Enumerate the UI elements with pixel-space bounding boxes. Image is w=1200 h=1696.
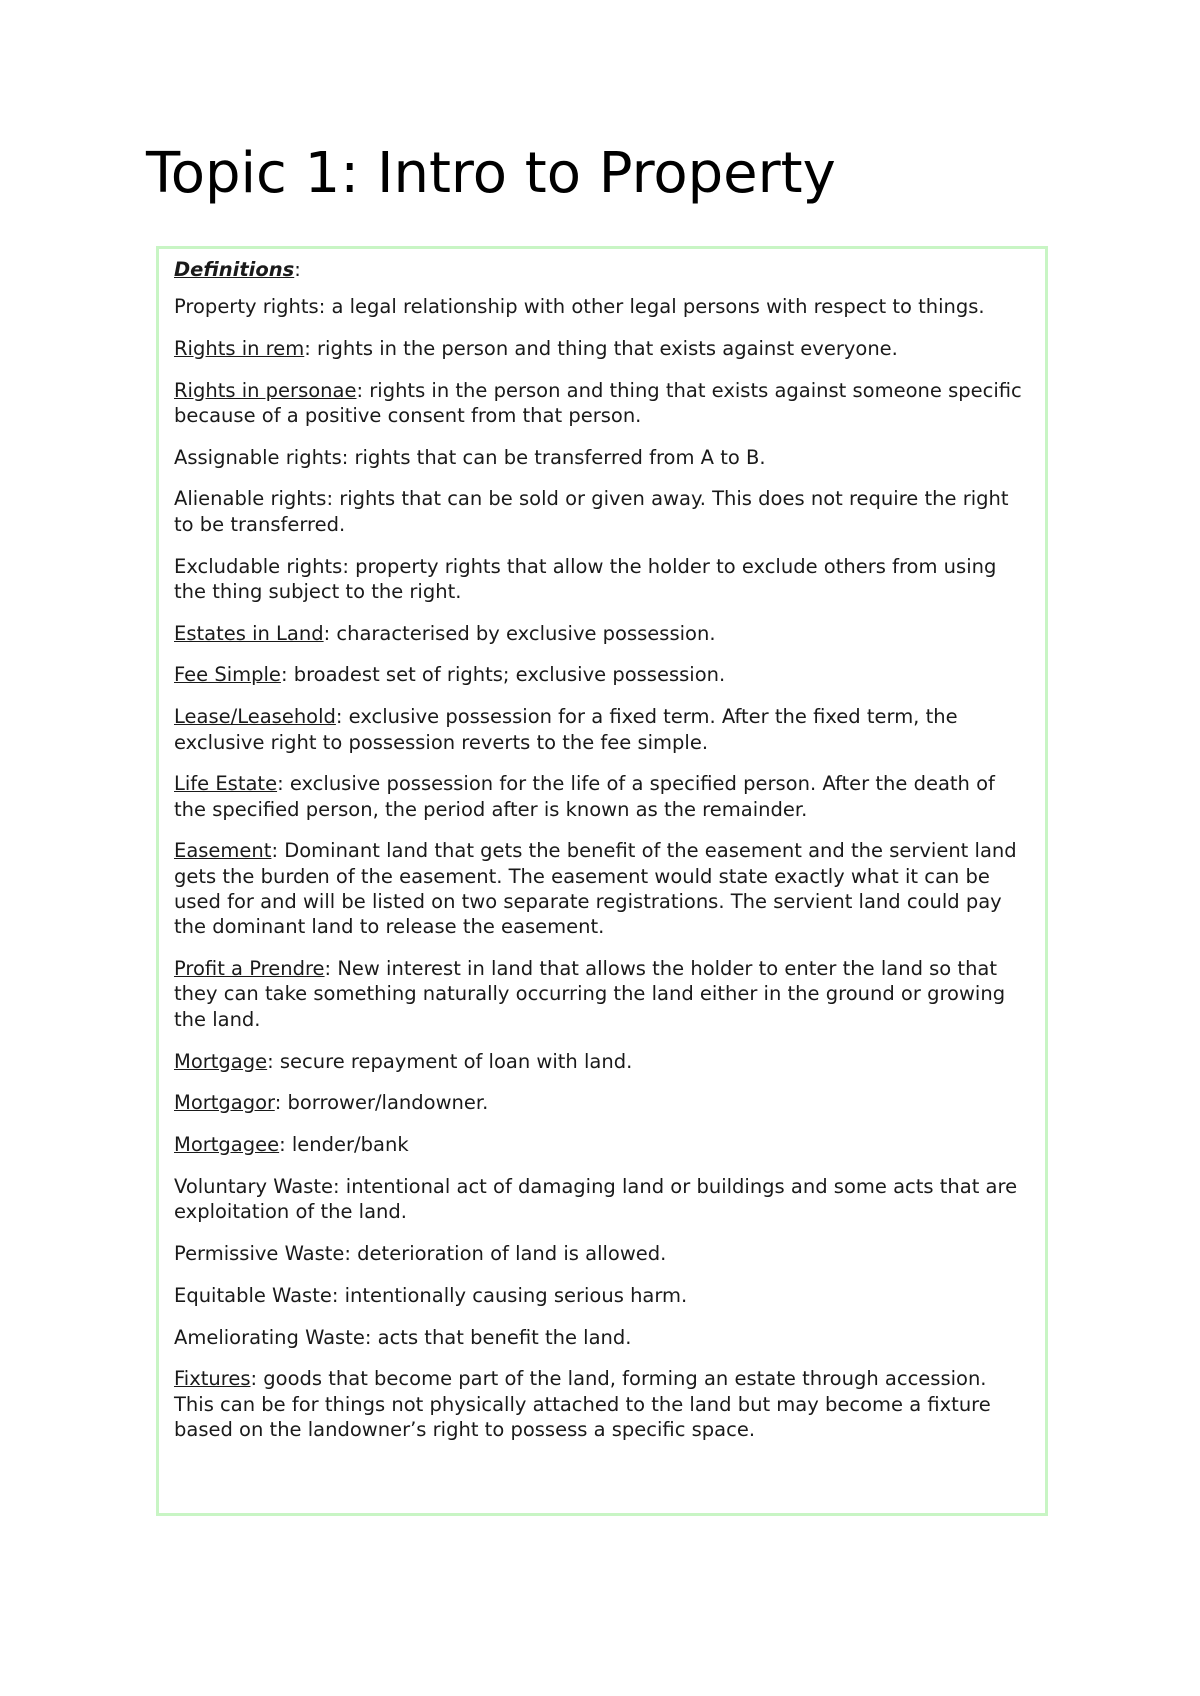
definition-entry [174, 1090, 1031, 1115]
definition-term: Permissive Waste [174, 1242, 345, 1266]
definitions-heading-label: Definitions [174, 258, 295, 281]
definition-text: : intentional act of damaging land or buildings and some acts that are exploitation of the land. [174, 1174, 1018, 1224]
definitions-heading-colon: : [294, 258, 301, 281]
definition-text: : secure repayment of loan with land. [267, 1049, 633, 1073]
definition-entry [174, 378, 1031, 429]
definition-text: : rights that can be sold or given away. This does not require the right to be transferred. [174, 487, 1009, 536]
definitions-list [174, 294, 1031, 1442]
definition-term: Life Estate [174, 772, 278, 796]
definition-text: : acts that benefit the land. [364, 1325, 632, 1349]
definition-term: Rights in rem [174, 336, 305, 360]
definition-text: : rights in the person and thing that exists against someone specific because of a positive consent from that person. [174, 378, 1022, 427]
definition-term: Voluntary Waste [174, 1174, 334, 1198]
definition-entry [174, 956, 1031, 1032]
definition-text: : New interest in land that allows the holder to enter the land so that they can take something naturally occurring the land either in the ground or growing the land. [174, 957, 1006, 1031]
definition-entry [174, 771, 1031, 822]
definition-text: : a legal relationship with other legal persons with respect to things. [318, 295, 985, 318]
definition-term: Ameliorating Waste [174, 1325, 365, 1349]
definition-entry [174, 1132, 1031, 1157]
definition-text: : exclusive possession for a fixed term. After the fixed term, the exclusive right to possession reverts to the fee simple. [174, 705, 958, 754]
definition-text: : intentionally causing serious harm. [331, 1283, 688, 1307]
definition-term: Assignable rights [174, 445, 342, 469]
definition-term: Lease/Leasehold [174, 705, 336, 729]
definition-term: Fixtures [174, 1367, 251, 1391]
definition-term: Easement [174, 839, 272, 863]
definition-text: : rights in the person and thing that exists against everyone. [304, 336, 898, 360]
definition-entry [174, 1049, 1031, 1074]
definition-term: Profit a Prendre [174, 957, 325, 981]
definition-text: : broadest set of rights; exclusive possession. [280, 663, 726, 687]
definition-text: : lender/bank [279, 1133, 409, 1157]
definition-entry [174, 1366, 1031, 1442]
page-title: Topic 1: Intro to Property [146, 141, 836, 206]
definition-entry [174, 486, 1031, 537]
definition-term: Estates in Land [174, 621, 324, 645]
definition-entry [174, 445, 1031, 470]
definition-entry [174, 704, 1031, 755]
definition-term: Equitable Waste [174, 1283, 332, 1307]
definition-entry [174, 1283, 1031, 1308]
definition-entry [174, 1174, 1031, 1225]
definition-term: Fee Simple [174, 663, 281, 687]
definition-text: : deterioration of land is allowed. [344, 1242, 667, 1266]
definition-entry [174, 621, 1031, 646]
definition-text: : exclusive possession for the life of a specified person. After the death of the specified person, the period after is known as the remainder. [174, 772, 995, 821]
definition-text: : characterised by exclusive possession. [323, 621, 716, 645]
definition-entry [174, 336, 1031, 361]
definition-entry [174, 294, 1031, 319]
definition-term: Mortgagee [174, 1133, 280, 1157]
definition-entry [174, 838, 1031, 939]
definition-text: : rights that can be transferred from A to B. [341, 445, 766, 469]
definition-term: Mortgagor [174, 1091, 275, 1115]
definition-term: Alienable rights [174, 487, 327, 511]
definition-entry [174, 1241, 1031, 1266]
definition-term: Excludable rights [174, 554, 343, 578]
definitions-box [156, 246, 1048, 1516]
definition-term: Mortgage [174, 1049, 268, 1073]
definition-term: Property rights [174, 295, 319, 318]
definition-text: : goods that become part of the land, forming an estate through accession. This can be for things not physically attached to the land but may become a fixture based on the landowner’s right to possess a specific space. [174, 1367, 991, 1441]
definition-term: Rights in personae [174, 378, 357, 402]
definition-entry [174, 554, 1031, 605]
definition-text: : property rights that allow the holder to exclude others from using the thing subject to the right. [174, 554, 997, 603]
definition-entry [174, 662, 1031, 687]
definitions-heading [174, 257, 1031, 282]
definition-text: : Dominant land that gets the benefit of the easement and the servient land gets the burden of the easement. The easement would state exactly what it can be used for and will be listed on two separate registrations. The servient land could pay the dominant land to release the easement. [174, 839, 1017, 939]
definition-text: : borrower/landowner. [274, 1091, 489, 1115]
definition-entry [174, 1325, 1031, 1350]
